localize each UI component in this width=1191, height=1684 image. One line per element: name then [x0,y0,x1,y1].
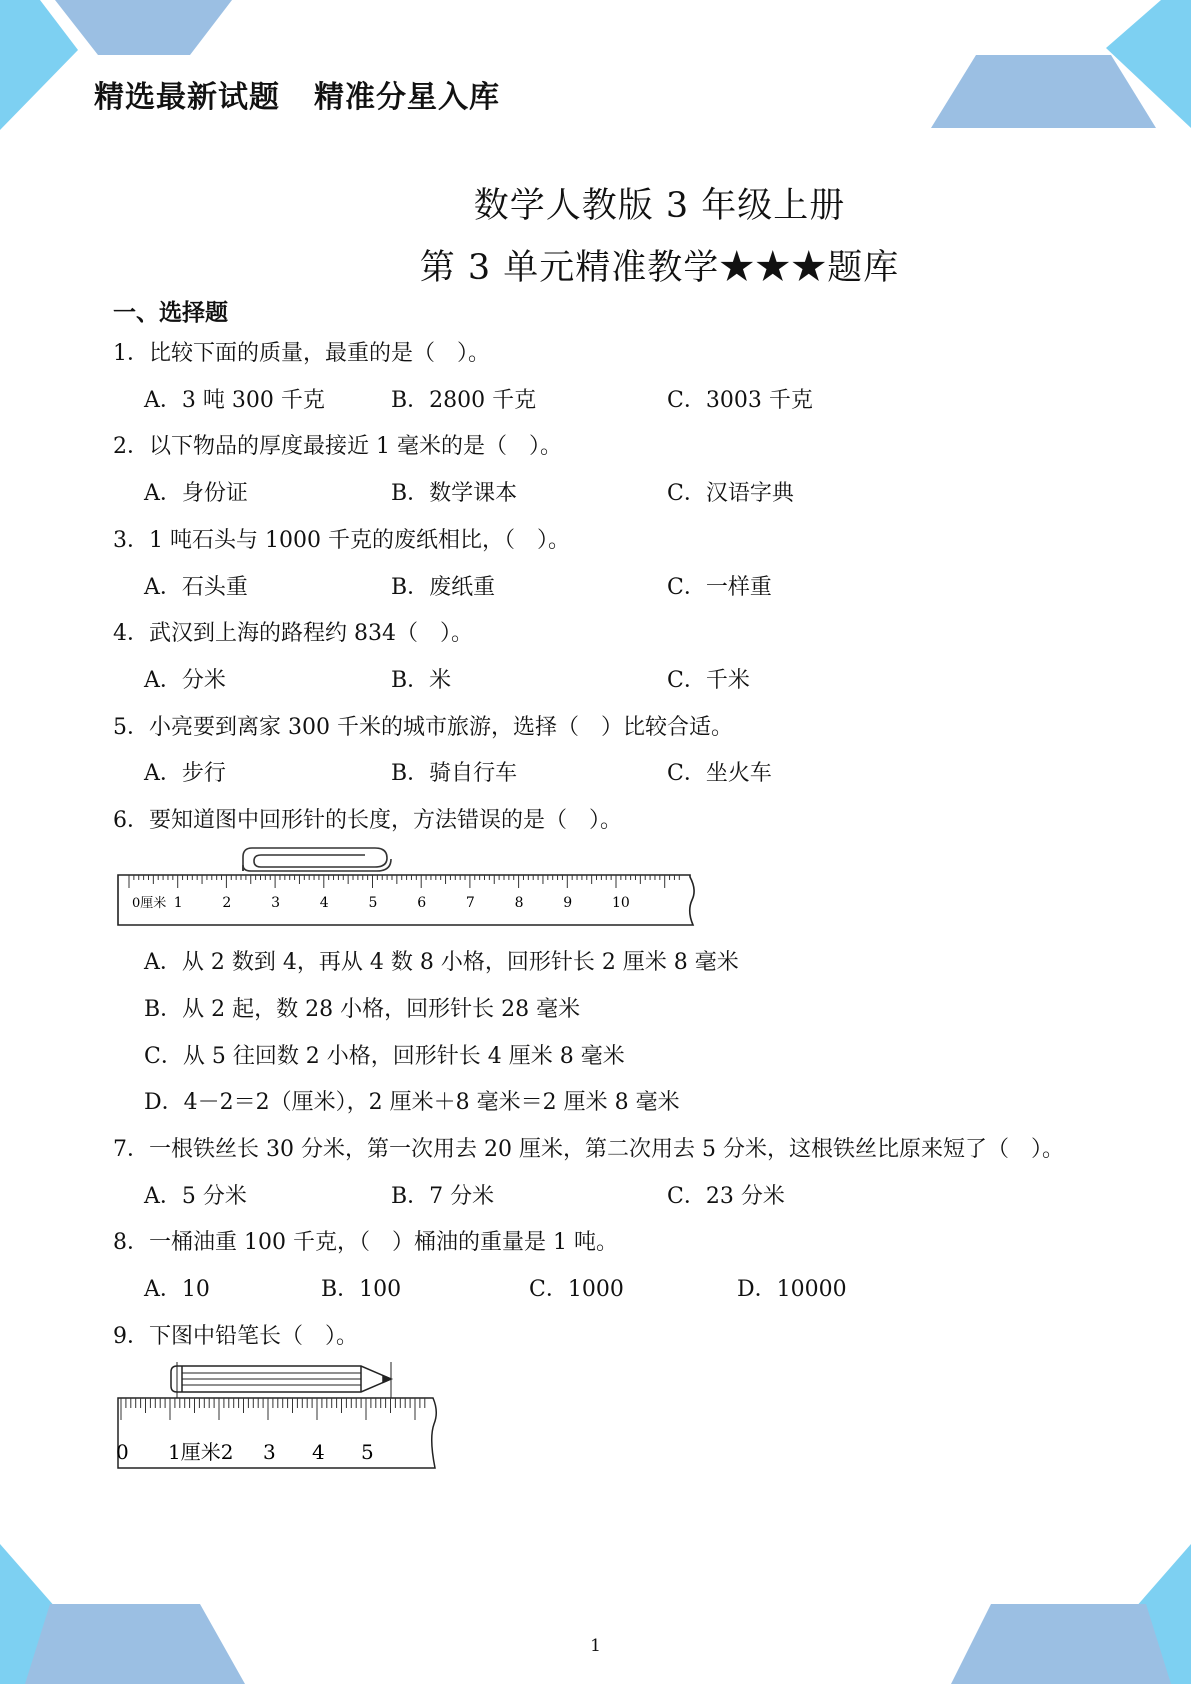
pencil-icon [171,1362,391,1398]
question-1-stem: 1．比较下面的质量，最重的是（ ）。 [113,341,490,366]
question-6-option-a: A．从 2 数到 4，再从 4 数 8 小格，回形针长 2 厘米 8 毫米 [144,950,739,975]
question-3-option-b: B．废纸重 [391,575,496,600]
question-2-option-a: A．身份证 [144,481,248,506]
ruler-tick-label: 7 [465,895,475,911]
question-2-stem: 2．以下物品的厚度最接近 1 毫米的是（ ）。 [113,434,562,459]
ruler-tick-label: 0 [116,1440,129,1464]
question-8-stem: 8．一桶油重 100 千克，（ ）桶油的重量是 1 吨。 [113,1230,618,1255]
question-8-option-a: A．10 [144,1277,210,1302]
ruler-tick-label: 6 [417,895,427,911]
corner-decoration-bottom-left [0,1544,260,1684]
question-7-option-a: A．5 分米 [144,1184,247,1209]
document-subtitle: 第 3 单元精准教学★★★题库 [419,248,900,288]
ruler-body [118,1398,436,1468]
question-4-stem: 4．武汉到上海的路程约 834（ ）。 [113,621,473,646]
header-banner [94,72,500,116]
question-4-option-b: B．米 [391,668,452,693]
ruler-with-pencil-figure [115,1362,440,1474]
document-title: 数学人教版 3 年级上册 [473,186,846,226]
question-5-stem: 5．小亮要到离家 300 千米的城市旅游，选择（ ）比较合适。 [113,715,733,740]
ruler-body [118,875,694,925]
question-3-option-c: C．一样重 [667,575,772,600]
ruler-tick-label: 4 [319,895,329,911]
question-8-option-c: C．1000 [529,1277,624,1302]
question-5-option-a: A．步行 [144,761,226,786]
question-1-option-b: B．2800 千克 [391,388,537,413]
question-1-option-a: A．3 吨 300 千克 [144,388,325,413]
ruler-tick-label: 10 [612,895,630,911]
ruler-tick-label: 8 [514,895,524,911]
question-1-option-c: C．3003 千克 [667,388,813,413]
banner-right-text: 精准分星入库 [314,80,500,115]
ruler-tick-label: 4 [312,1440,325,1464]
question-8-option-b: B．100 [321,1277,402,1302]
question-6-option-d: D．4－2＝2（厘米），2 厘米＋8 毫米＝2 厘米 8 毫米 [144,1090,680,1115]
question-2-option-c: C．汉语字典 [667,481,794,506]
ruler-tick-label: 1厘米2 [168,1440,234,1464]
ruler-tick-label: 5 [361,1440,374,1464]
question-3-option-a: A．石头重 [144,575,248,600]
question-4-option-c: C．千米 [667,668,750,693]
banner-left-text: 精选最新试题 [94,80,280,115]
section-heading: 一、选择题 [113,300,228,326]
question-6-option-c: C．从 5 往回数 2 小格，回形针长 4 厘米 8 毫米 [144,1044,625,1069]
ruler-tick-label: 3 [271,895,281,911]
ruler-tick-label: 1 [173,895,183,911]
question-6-stem: 6．要知道图中回形针的长度，方法错误的是（ ）。 [113,808,622,833]
ruler-tick-label: 3 [263,1440,276,1464]
corner-decoration-top-right [931,0,1191,130]
question-8-option-d: D．10000 [737,1277,847,1302]
question-4-option-a: A．分米 [144,668,226,693]
page-number: 1 [590,1636,601,1656]
question-6-option-b: B．从 2 起，数 28 小格，回形针长 28 毫米 [144,997,581,1022]
ruler-tick-label: 2 [222,895,232,911]
ruler-tick-label: 5 [368,895,378,911]
corner-decoration-bottom-right [931,1544,1191,1684]
question-7-option-b: B．7 分米 [391,1184,495,1209]
ruler-tick-label: 9 [563,895,573,911]
question-3-stem: 3．1 吨石头与 1000 千克的废纸相比，（ ）。 [113,528,570,553]
question-7-option-c: C．23 分米 [667,1184,785,1209]
question-7-stem: 7．一根铁丝长 30 分米，第一次用去 20 厘米，第二次用去 5 分米，这根铁丝比原来短了（ ）。 [113,1137,1064,1162]
question-5-option-c: C．坐火车 [667,761,772,786]
question-2-option-b: B．数学课本 [391,481,518,506]
question-9-stem: 9．下图中铅笔长（ ）。 [113,1324,358,1349]
paperclip-icon [243,848,391,871]
ruler-zero-label: 0厘米 [132,896,167,911]
ruler-with-paperclip-figure [115,845,695,930]
question-5-option-b: B．骑自行车 [391,761,518,786]
